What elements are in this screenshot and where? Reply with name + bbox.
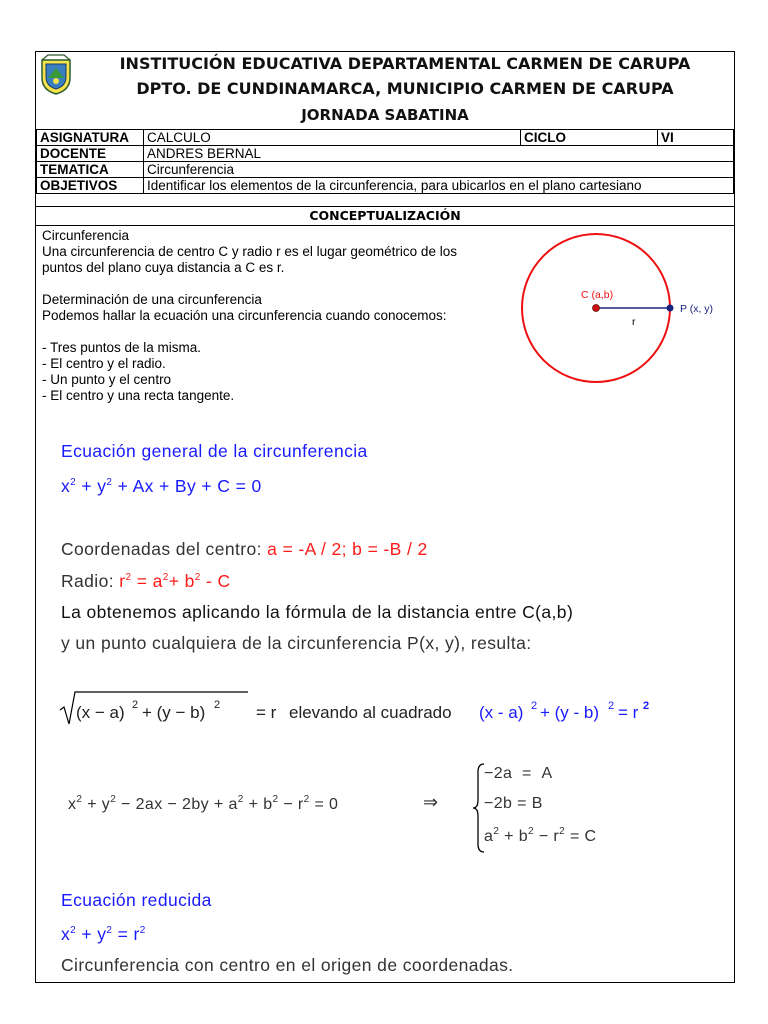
implies-arrow: ⇒ xyxy=(423,792,439,812)
svg-text:2: 2 xyxy=(132,699,139,711)
svg-text:2: 2 xyxy=(214,699,221,711)
svg-text:+ (y - b): + (y - b) xyxy=(540,703,600,722)
reduced-equation: $x^2 + y^2 = r^2$ xyxy=(61,924,146,944)
radius-formula xyxy=(61,571,230,592)
intro-text xyxy=(42,228,522,404)
svg-text:2: 2 xyxy=(531,700,538,712)
radius-label: r xyxy=(632,316,636,328)
section-title: CONCEPTUALIZACIÓN xyxy=(36,206,734,226)
svg-text:2: 2 xyxy=(608,700,615,712)
table-row xyxy=(37,178,734,194)
final-statement: Circunferencia con centro en el origen de coordenadas. xyxy=(61,955,514,975)
radius-formula-value: $r^2 = a^2+ b^2 - C$ xyxy=(119,571,231,591)
svg-text:= r: = r xyxy=(618,703,639,722)
table-row xyxy=(37,146,734,162)
system-eq-1: −2a = A xyxy=(484,765,553,782)
docente-value: ANDRES BERNAL xyxy=(144,146,734,162)
objetivos-value: Identificar los elementos de la circunferencia, para ubicarlos en el plano cartesiano xyxy=(144,178,734,194)
circle-point xyxy=(667,305,674,312)
circle-figure xyxy=(519,228,734,390)
svg-text:2: 2 xyxy=(643,700,650,712)
center-label: C (a,b) xyxy=(581,289,614,301)
table-row xyxy=(37,130,734,146)
ciclo-value: VI xyxy=(658,130,734,146)
definition-line-1: Una circunferencia de centro C y radio r es el lugar geométrico de los xyxy=(42,244,457,259)
determination-heading: Determinación de una circunferencia xyxy=(42,292,262,307)
session-title: JORNADA SABATINA xyxy=(301,106,469,124)
department-title: DPTO. DE CUNDINAMARCA, MUNICIPIO CARMEN DE CARUPA xyxy=(136,79,674,98)
reduced-equation-title: Ecuación reducida xyxy=(61,890,212,910)
expanded-equation: $x^2 + y^2 - 2ax - 2by + a^2 + b^2 - r^2 = 0$ xyxy=(68,794,339,813)
determination-text: Podemos hallar la ecuación una circunferencia cuando conocemos: xyxy=(42,308,447,323)
list-item: - Tres puntos de la misma. xyxy=(42,340,202,355)
list-item: - El centro y el radio. xyxy=(42,356,166,371)
radius-formula-label: Radio: xyxy=(61,571,120,591)
docente-label: DOCENTE xyxy=(37,146,144,162)
course-info-table xyxy=(36,129,734,194)
center-coordinates-value: a = -A / 2; b = -B / 2 xyxy=(267,539,428,559)
system-eq-3: $a^2 + b^2 - r^2 = C$ xyxy=(484,826,597,845)
institution-title: INSTITUCIÓN EDUCATIVA DEPARTAMENTAL CARMEN DE CARUPA xyxy=(119,54,691,73)
svg-text:= r: = r xyxy=(256,703,277,722)
center-coordinates xyxy=(61,539,428,560)
center-point xyxy=(593,305,600,312)
elevando-text: elevando al cuadrado xyxy=(289,703,452,722)
tematica-label: TEMATICA xyxy=(37,162,144,178)
description-line-2: y un punto cualquiera de la circunferencia P(x, y), resulta: xyxy=(61,633,532,653)
center-coordinates-label: Coordenadas del centro: xyxy=(61,539,268,559)
ciclo-label: CICLO xyxy=(521,130,658,146)
definition-line-2: puntos del plano cuya distancia a C es r. xyxy=(42,260,285,275)
general-equation-title: Ecuación general de la circunferencia xyxy=(61,441,368,461)
worksheet xyxy=(35,51,735,983)
asignatura-value: CALCULO xyxy=(144,130,521,146)
system-eq-2: −2b = B xyxy=(484,795,543,812)
objetivos-label: OBJETIVOS xyxy=(37,178,144,194)
header xyxy=(36,52,734,130)
svg-text:(x − a): (x − a) xyxy=(76,703,125,722)
intro-heading: Circunferencia xyxy=(42,228,130,243)
table-row xyxy=(37,162,734,178)
tematica-value: Circunferencia xyxy=(144,162,734,178)
general-equation: $x^2 + y^2 + Ax + By + C = 0$ xyxy=(61,476,262,496)
list-item: - El centro y una recta tangente. xyxy=(42,388,235,403)
point-label: P (x, y) xyxy=(680,303,714,315)
description-line-1: La obtenemos aplicando la fórmula de la distancia entre C(a,b) xyxy=(61,602,574,622)
asignatura-label: ASIGNATURA xyxy=(37,130,144,146)
distance-formula xyxy=(58,688,718,728)
svg-text:(x - a): (x - a) xyxy=(479,703,524,722)
svg-text:+ (y − b): + (y − b) xyxy=(142,703,206,722)
list-item: - Un punto y el centro xyxy=(42,372,172,387)
